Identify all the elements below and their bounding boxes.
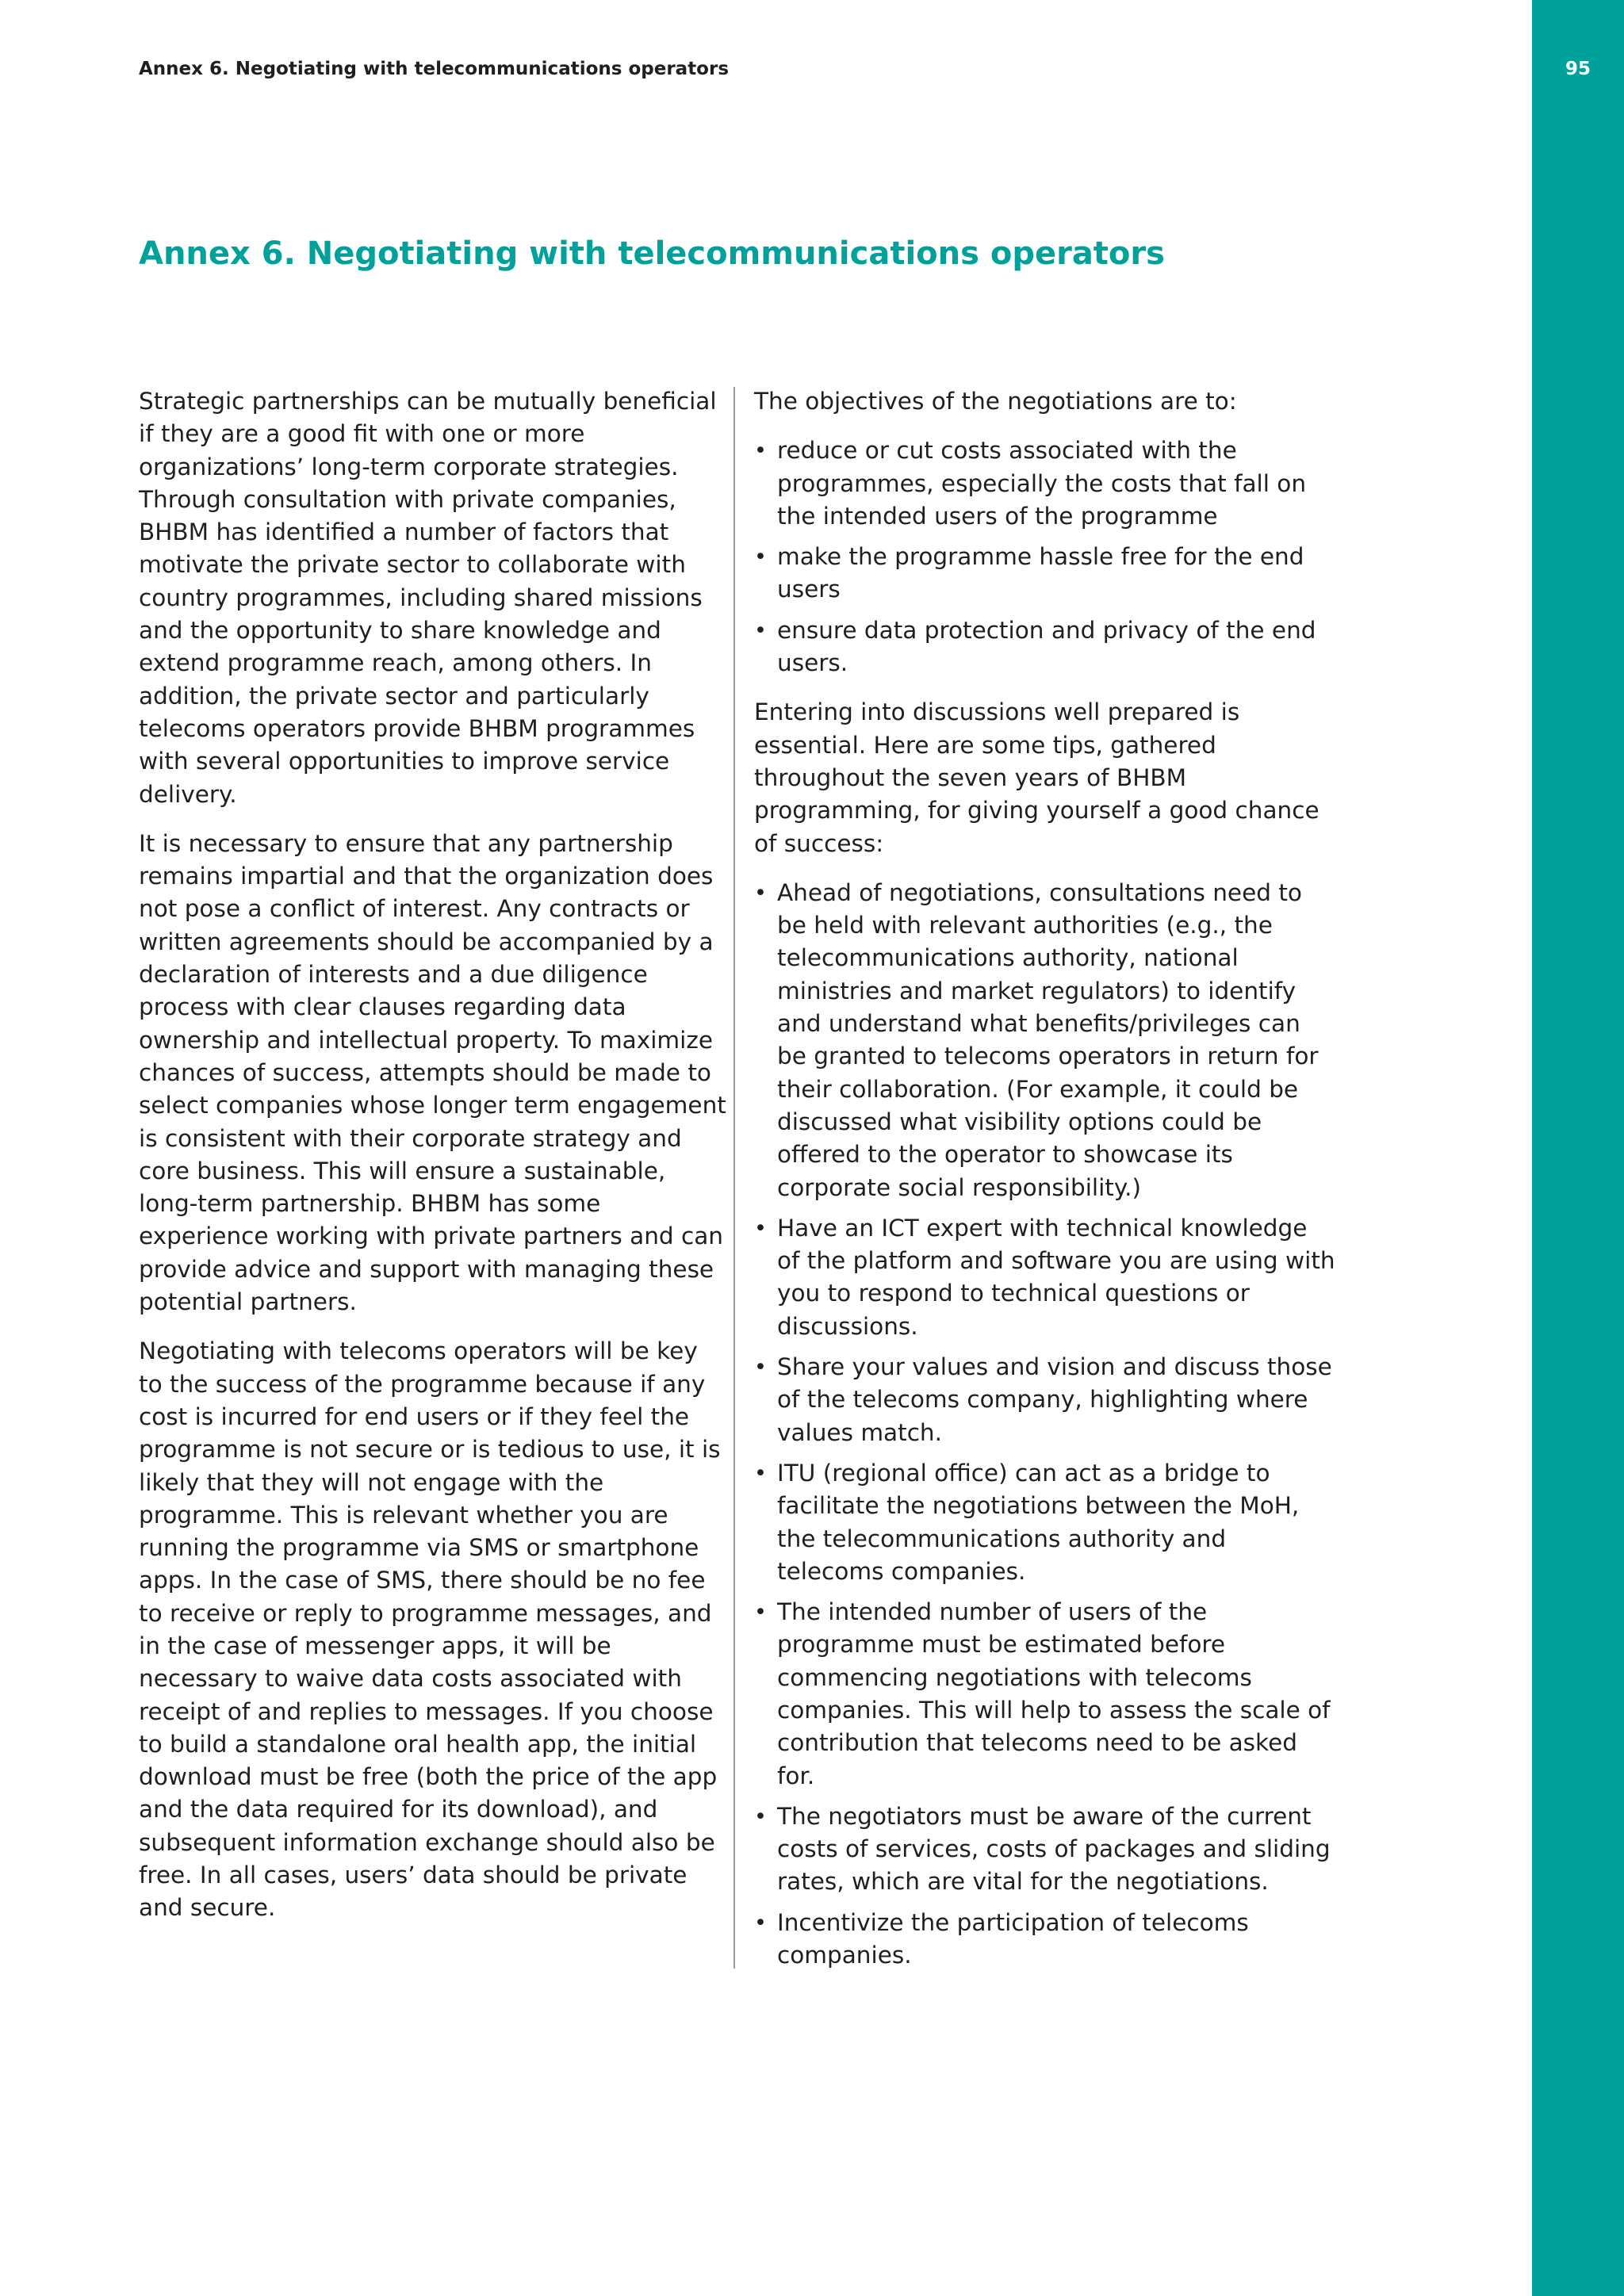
objective-text: reduce or cut costs associated with the programmes, especially the costs that fall on the intended users of the programme (777, 437, 1307, 530)
objective-text: make the programme hassle free for the end users (777, 543, 1304, 603)
objectives-list (754, 434, 1337, 679)
list-item (754, 1212, 1337, 1343)
negotiation-paragraph: Negotiating with telecoms operators will be key to the success of the programme because if any cost is incurred for end users or if they feel the programme is not secure or is tedious to use, it is likely that they will not engage with the programme. This is relevant whether you are running the programme via SMS or smartphone apps. In the case of SMS, there should be no fee to receive or reply to programme messages, and in the case of messenger apps, it will be necessary to waive data costs associated with receipt of and replies to messages. If you choose to build a standalone oral health app, the initial download must be free (both the price of the app and the data required for its download), and subsequent information exchange should also be free. In all cases, users’ data should be private and secure. (139, 1337, 721, 1922)
list-item (754, 614, 1337, 680)
intro-paragraph: Strategic partnerships can be mutually beneficial if they are a good fit with one or more organizations’ long-term corporate strategies. Through consultation with private companies, BHBM has identified a number of factors that motivate the private sector to collaborate with country programmes, including shared missions and the opportunity to share knowledge and extend programme reach, among others. In addition, the private sector and particularly telecoms operators provide BHBM programmes with several opportunities to improve service delivery. (139, 388, 717, 808)
bullet-icon: • (754, 1215, 767, 1241)
side-color-band (1532, 0, 1624, 2296)
tip-text: Have an ICT expert with technical knowledge of the platform and software you are using with you to respond to technical questions or discussions. (777, 1214, 1335, 1340)
list-item (754, 1907, 1337, 1973)
tip-text: The negotiators must be aware of the current costs of services, costs of packages and sliding rates, which are vital for the negotiations. (777, 1802, 1331, 1896)
tip-text: The intended number of users of the programme must be estimated before commencing negotiations with telecoms companies. This will help to assess the scale of contribution that telecoms need to be asked for. (777, 1598, 1331, 1789)
bullet-icon: • (754, 880, 767, 905)
bullet-icon: • (754, 1600, 767, 1625)
list-item (754, 1457, 1337, 1588)
objectives-intro: The objectives of the negotiations are to: (754, 388, 1237, 415)
bullet-icon: • (754, 438, 767, 464)
right-column (754, 385, 1337, 1988)
list-item (754, 1596, 1337, 1793)
bullet-icon: • (754, 545, 767, 570)
bullet-icon: • (754, 1910, 767, 1935)
impartiality-paragraph: It is necessary to ensure that any partnership remains impartial and that the organization does not pose a conflict of interest. Any contracts or written agreements should be accompanied by a declaration of interests and a due diligence process with clear clauses regarding data ownership and intellectual property. To maximize chances of success, attempts should be made to select companies whose longer term engagement is consistent with their corporate strategy and core business. This will ensure a sustainable, long-term partnership. BHBM has some experience working with private partners and can provide advice and support with managing these potential partners. (139, 829, 726, 1316)
list-item (754, 1351, 1337, 1449)
tips-intro: Entering into discussions well prepared is essential. Here are some tips, gathered throughout the seven years of BHBM programming, for giving yourself a good chance of success: (754, 698, 1320, 857)
tip-text: Share your values and vision and discuss those of the telecoms company, highlighting where values match. (777, 1353, 1332, 1446)
running-header: Annex 6. Negotiating with telecommunications operators (139, 59, 730, 79)
column-divider (733, 387, 735, 1969)
page-title: Annex 6. Negotiating with telecommunications operators (139, 235, 1165, 272)
list-item (754, 877, 1337, 1204)
tip-text: Incentivize the participation of telecoms companies. (777, 1908, 1249, 1969)
list-item (754, 434, 1337, 533)
bullet-icon: • (754, 618, 767, 643)
tips-list (754, 877, 1337, 1973)
list-item (754, 541, 1337, 607)
left-column (139, 385, 727, 1942)
objective-text: ensure data protection and privacy of the end users. (777, 616, 1316, 677)
bullet-icon: • (754, 1355, 767, 1380)
bullet-icon: • (754, 1460, 767, 1486)
bullet-icon: • (754, 1804, 767, 1829)
tip-text: Ahead of negotiations, consultations need to be held with relevant authorities (e.g., the telecommunications authority, national ministries and market regulators) to identify and understand what benefits/privileges can be granted to telecoms operators in return for their collaboration. (For example, it could be discussed what visibility options could be offered to the operator to showcase its corporate social responsibility.) (777, 878, 1319, 1201)
page-number: 95 (1565, 59, 1591, 79)
tip-text: ITU (regional office) can act as a bridge to facilitate the negotiations between the MoH, the telecommunications authority and telecoms companies. (777, 1459, 1300, 1585)
list-item (754, 1800, 1337, 1899)
